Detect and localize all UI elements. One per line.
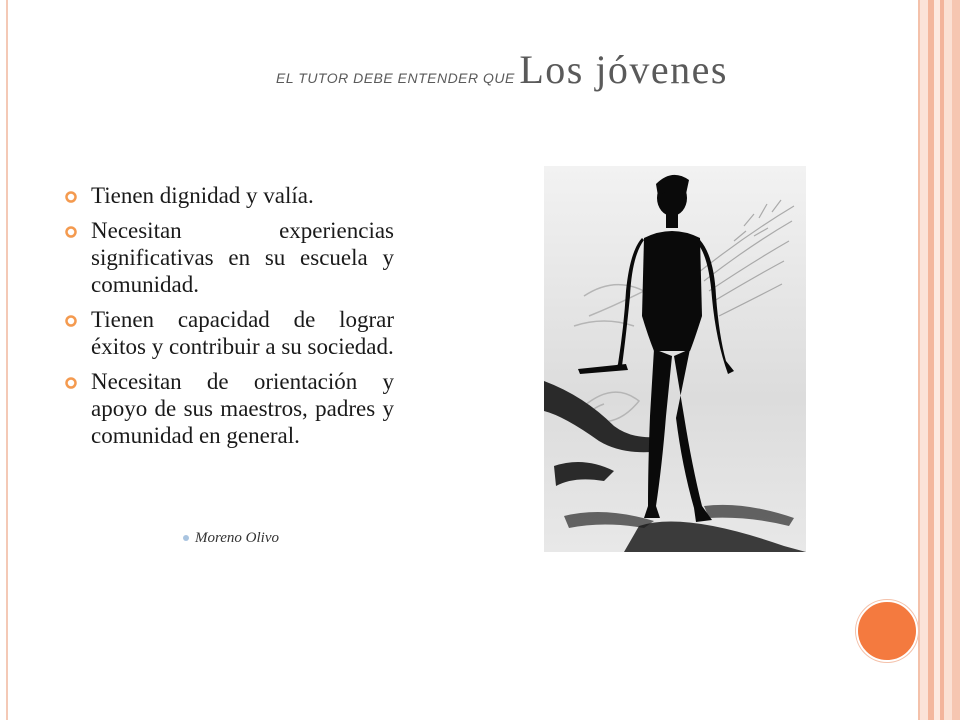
bullet-item [64,306,394,360]
bullet-text: Necesitan experiencias significativas en su escuela y comunidad. [91,218,394,297]
decorative-band [920,0,928,720]
decorative-band [952,0,960,720]
citation-text: Moreno Olivo [195,530,280,546]
bullet-ring-icon [64,225,78,239]
bullet-ring-icon [64,376,78,390]
decorative-orange-circle [856,600,918,662]
bullet-item [64,217,394,298]
citation [195,530,279,547]
title-main: Los jóvenes [519,47,728,92]
bullet-list [64,182,394,457]
bullet-text: Tienen dignidad y valía. [91,183,314,208]
title-prefix: EL TUTOR DEBE ENTENDER QUE [276,70,515,86]
bullet-text: Tienen capacidad de lograr éxitos y contribuir a su sociedad. [91,307,394,359]
citation-bullet-icon [183,535,189,541]
bullet-ring-icon [64,190,78,204]
bullet-item [64,182,394,209]
bullet-text: Necesitan de orientación y apoyo de sus maestros, padres y comunidad en general. [91,369,394,448]
silhouette-figure-photo [544,166,806,552]
bullet-ring-icon [64,314,78,328]
left-border-line [6,0,8,720]
bullet-item [64,368,394,449]
decorative-band [944,0,952,720]
slide-title [276,46,876,93]
